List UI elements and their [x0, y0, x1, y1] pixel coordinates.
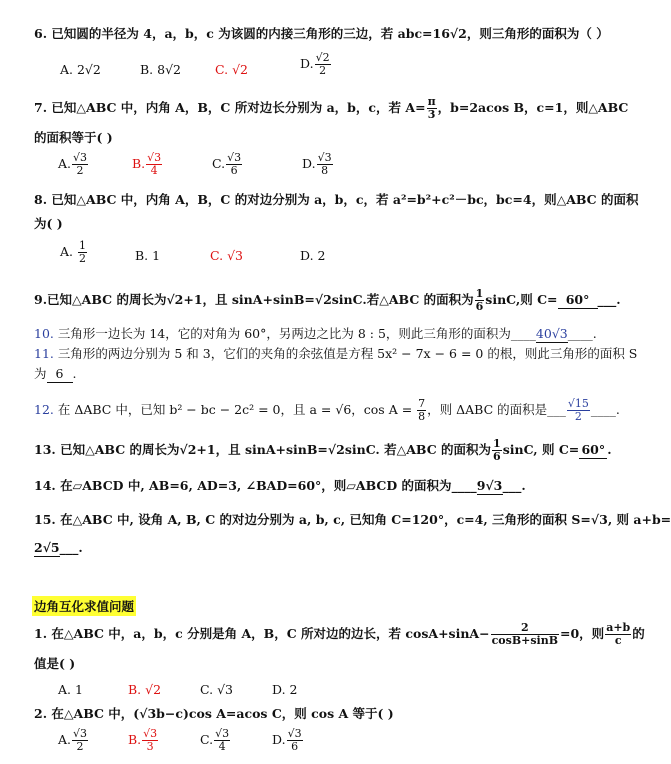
q8-stem-line2: 为( ) [34, 216, 63, 231]
q11-text2: 为 [34, 366, 47, 381]
q13-answer: 60° [579, 442, 607, 459]
q7-stem-line1 [34, 96, 628, 121]
q8-option-c: C. √3 [210, 248, 243, 263]
q10-text: 三角形一边长为 14，它的对角为 60°，另两边之比为 8 : 5，则此三角形的面积为 [53, 326, 511, 341]
s1-frac2-num: a+b [606, 621, 631, 634]
q14-text: 14. 在▱ABCD 中, AB=6, AD=3, ∠BAD=60°，则▱ABCD 的面积为 [34, 478, 452, 493]
q12-answer-num: √15 [567, 397, 589, 410]
q6-stem: 6. 已知圆的半径为 4，a，b，c 为该圆的内接三角形的三边，若 abc=16√2，则三角形的面积为（ ） [34, 26, 609, 41]
q15-answer-line: 2√5___. [34, 540, 83, 555]
q8-option-b: B. 1 [135, 248, 161, 263]
q7-frac-den: 3 [427, 108, 436, 121]
s2-option-d-num: √3 [287, 727, 302, 740]
q7-option-b [132, 152, 163, 177]
s1-text1: 1. 在△ABC 中，a，b，c 分别是角 A，B，C 所对边的边长，若 cosA+sinA− [34, 626, 490, 641]
s1-frac-num: 2 [491, 622, 559, 635]
s1-option-b: B. √2 [128, 682, 162, 697]
s2-option-a-den: 2 [76, 740, 84, 753]
s2-option-d-den: 6 [291, 740, 299, 753]
s2-option-b [128, 728, 159, 753]
q7-option-a-den: 2 [76, 164, 84, 177]
q9-text2: sinC,则 C= [485, 292, 558, 307]
q7-option-b-prefix: B. [132, 156, 146, 171]
q7-stem-line2: 的面积等于( ) [34, 130, 113, 145]
s2-option-d [272, 728, 304, 753]
q15-answer: 2√5 [34, 540, 60, 555]
q6-option-d-prefix: D. [300, 56, 314, 71]
q12-text1: 在 ΔABC 中，已知 b² − bc − 2c² = 0，且 a = √6，cos A = [53, 402, 417, 417]
q7-option-c-prefix: C. [212, 156, 226, 171]
q7-option-b-num: √3 [147, 151, 162, 164]
s1-frac2-den: c [614, 634, 622, 647]
q7-option-c-num: √3 [227, 151, 242, 164]
q8-option-a-prefix: A. [60, 244, 74, 259]
q12-answer-den: 2 [574, 410, 582, 423]
s2-stem: 2. 在△ABC 中，(√3b−c)cos A=acos C，则 cos A 等于( ) [34, 706, 394, 721]
q11-number: 11. [34, 346, 54, 361]
s2-option-b-num: √3 [143, 727, 158, 740]
q8-stem-line1: 8. 已知△ABC 中，内角 A，B，C 的对边分别为 a，b，c，若 a²=b²+c²－bc，bc=4，则△ABC 的面积 [34, 192, 639, 207]
q7-option-c-den: 6 [230, 164, 238, 177]
q7-text2: ，b=2acos B，c=1，则△ABC [437, 100, 629, 115]
q7-option-d-num: √3 [317, 151, 332, 164]
q10-answer: 40√3 [535, 326, 568, 341]
q7-option-d-den: 8 [321, 164, 329, 177]
q11-stem [34, 346, 637, 362]
q8-option-d: D. 2 [300, 248, 326, 263]
s2-option-d-prefix: D. [272, 732, 286, 747]
s2-option-b-prefix: B. [128, 732, 142, 747]
q12-stem: 12. 在 ΔABC 中，已知 b² − bc − 2c² = 0，且 a = √6，cos A = $\frac{7}{8}$ ，则 ΔABC 的面积是___ $\frac{√15}{2}$ ____. [34, 397, 620, 423]
q7-option-a [58, 152, 89, 177]
s1-text2b: 的 [632, 626, 645, 641]
s1-frac-den: cosB+sinB [491, 634, 559, 647]
s1-option-a: A. 1 [58, 682, 83, 697]
q12-text2: ，则 ΔABC 的面积是 [427, 402, 548, 417]
q11-text: 三角形的两边分别为 5 和 3，它们的夹角的余弦值是方程 5x² − 7x − 6 = 0 的根，则此三角形的面积 S [53, 346, 638, 361]
q7-option-c [212, 152, 243, 177]
q13-text2: sinC, 则 C= [502, 442, 580, 457]
q12-frac-den: 8 [418, 410, 426, 423]
q9-frac-den: 6 [475, 300, 484, 313]
q13-text1: 13. 已知△ABC 的周长为√2+1，且 sinA+sinB=√2sinC. 若△ABC 的面积为 [34, 442, 492, 457]
q10-number: 10. [34, 326, 54, 341]
s2-option-c-den: 4 [218, 740, 226, 753]
q13-frac-den: 6 [493, 450, 501, 463]
s2-option-c [200, 728, 231, 753]
s2-option-b-den: 3 [146, 740, 154, 753]
s1-option-d: D. 2 [272, 682, 298, 697]
s1-stem-line1 [34, 622, 645, 647]
q15-stem: 15. 在△ABC 中, 设角 A, B, C 的对边分别为 a, b, c, 已知角 C=120°，c=4, 三角形的面积 S=√3, 则 a+b= [34, 512, 671, 527]
s2-option-c-num: √3 [215, 727, 230, 740]
section-title: 边角互化求值问题 [32, 596, 136, 616]
q6-option-c: C. √2 [215, 62, 248, 77]
q7-text1: 7. 已知△ABC 中，内角 A，B，C 所对边长分别为 a，b，c，若 A= [34, 100, 426, 115]
q7-option-d-prefix: D. [302, 156, 316, 171]
q12-frac-num: 7 [418, 397, 426, 410]
s2-option-a [58, 728, 89, 753]
q13-stem: 13. 已知△ABC 的周长为√2+1，且 sinA+sinB=√2sinC. 若△ABC 的面积为 $\frac{1}{6}$ sinC, 则 C= 60° . [34, 437, 612, 463]
q9-answer: 60° [558, 292, 598, 309]
s2-option-a-num: √3 [73, 727, 88, 740]
q14-answer: 9√3 [476, 478, 503, 493]
q11-answer: 6 [47, 366, 73, 383]
s1-stem-line2: 值是( ) [34, 656, 76, 671]
q8-option-a-den: 2 [79, 252, 86, 265]
q9-text1: 9.已知△ABC 的周长为√2+1，且 sinA+sinB=√2sinC.若△ABC 的面积为 [34, 292, 474, 307]
q14-stem: 14. 在▱ABCD 中, AB=6, AD=3, ∠BAD=60°，则▱ABCD 的面积为____9√3___. [34, 478, 526, 493]
q12-number: 12. [34, 402, 54, 417]
q8-option-a [60, 240, 88, 265]
q13-frac-num: 1 [493, 437, 501, 450]
s1-text2: =0，则 [560, 626, 605, 641]
q7-option-a-prefix: A. [58, 156, 72, 171]
q6-option-b: B. 8√2 [140, 62, 182, 77]
s2-option-c-prefix: C. [200, 732, 214, 747]
q6-option-d-num: √2 [315, 51, 330, 64]
q6-option-d-den: 2 [319, 64, 327, 77]
q8-option-a-num: 1 [79, 239, 86, 252]
q7-option-a-num: √3 [73, 151, 88, 164]
q9-stem: 9.已知△ABC 的周长为√2+1，且 sinA+sinB=√2sinC.若△ABC 的面积为 $\frac{1}{6}$ sinC,则 C= 60° ___. [34, 287, 621, 313]
q7-option-d [302, 152, 334, 177]
q11-answer-line: 为 6 . [34, 366, 77, 381]
q6-option-a: A. 2√2 [60, 62, 101, 77]
s2-option-a-prefix: A. [58, 732, 72, 747]
q7-frac-num: π [427, 95, 436, 108]
q9-frac-num: 1 [475, 287, 484, 300]
q10-stem: 10. 三角形一边长为 14，它的对角为 60°，另两边之比为 8 : 5，则此三角形的面积为____40√3____. [34, 326, 597, 341]
q7-option-b-den: 4 [150, 164, 158, 177]
q6-option-d [300, 52, 332, 77]
s1-option-c: C. √3 [200, 682, 233, 697]
